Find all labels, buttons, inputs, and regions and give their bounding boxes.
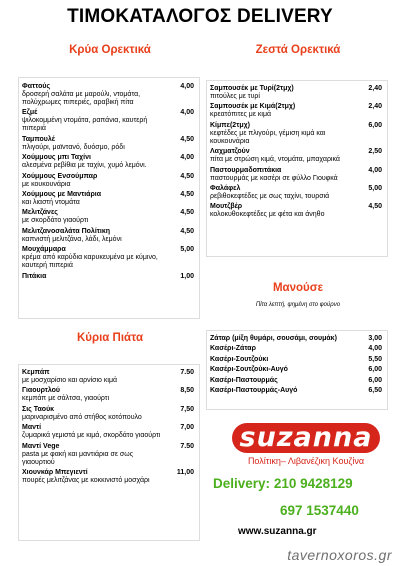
menu-item-description: πίτα με στρώση κιμά, ντομάτα, μπαχαρικά	[210, 156, 340, 164]
menu-item-description: μαριναρισμένο από στήθος κοτόπουλο	[22, 413, 142, 421]
menu-item-description: πουρές μελιτζάνας με κοκκινιστό μοσχάρι	[22, 476, 150, 484]
menu-item-description: πιτούλες με τυρί	[210, 93, 260, 100]
menu-item-price: 5,00	[180, 246, 194, 254]
menu-item-price: 4,50	[180, 135, 194, 143]
menu-item-name: Μελιτζανοσαλάτα Πολίτικη	[22, 227, 111, 235]
menu-item	[22, 273, 194, 281]
menu-item	[210, 103, 382, 119]
menu-item-price: 4,50	[180, 227, 194, 235]
menu-item-price: 11,00	[176, 468, 194, 476]
menu-item-description: με σκορδάτο γιαούρτι	[22, 217, 89, 225]
menu-item-price: 8,50	[180, 387, 194, 395]
menu-item-name: Ζάταρ (μίξη θυμάρι, σουσάμι, σουμάκ)	[210, 335, 337, 342]
menu-item-name: Μουχάμμαρα	[22, 246, 66, 254]
menu-item-name: Φαττούς	[22, 83, 51, 90]
menu-item-description: με μοσχαρίσιο και αρνίσιο κιμά	[22, 377, 118, 384]
cold-appetizers-list	[22, 83, 194, 283]
menu-item-price: 4,00	[368, 166, 382, 174]
menu-item-price: 4,00	[180, 154, 194, 162]
menu-item-name: Κεμπάπ	[22, 369, 50, 376]
menu-item-name: Εζμέ	[22, 109, 38, 117]
menu-item-name: Μαντί Vege	[22, 442, 60, 450]
menu-item	[22, 406, 194, 422]
page-title: ΤΙΜΟΚΑΤΑΛΟΓΟΣ DELIVERY	[67, 6, 333, 27]
menu-item	[210, 167, 382, 183]
menu-item	[210, 366, 382, 374]
menu-item-price: 4,00	[368, 345, 382, 353]
menu-item-price: 3,00	[368, 335, 382, 342]
menu-item	[210, 148, 382, 164]
manouse-note: Πίτα λεπτή, ψημένη στο φούρνο	[255, 302, 341, 308]
menu-item-price: 7.50	[180, 442, 194, 450]
manouse-list	[210, 335, 382, 397]
menu-item-name: Χούμμους με Μαντιάρια	[22, 190, 102, 198]
menu-item	[210, 335, 382, 343]
menu-item-name: Κασέρι-Ζάταρ	[210, 345, 256, 353]
menu-item-price: 4,50	[180, 172, 194, 180]
menu-item	[22, 173, 194, 189]
menu-item-name: Σις Ταούκ	[22, 405, 55, 413]
menu-item-description: κολοκυθοκεφτέδες με φέτα και άνηθο	[210, 211, 325, 219]
watermark: tavernoxoros.gr	[287, 547, 392, 563]
menu-item-description: αλεσμένα ρεβίθια με ταχίνι, χυμό λεμόνι.	[22, 162, 147, 170]
menu-item	[22, 469, 194, 485]
menu-item-price: 7,00	[180, 424, 194, 432]
menu-item	[22, 83, 194, 107]
menu-item-name: Πιτάκια	[22, 272, 47, 280]
suzanna-logo: suzanna	[232, 423, 380, 453]
menu-item-name: Κίμπε(2τμχ)	[210, 121, 250, 129]
website: www.suzanna.gr	[238, 526, 317, 537]
menu-item	[22, 246, 194, 270]
menu-item-price: 7.50	[180, 369, 194, 376]
menu-item	[210, 356, 382, 364]
menu-item-price: 6,50	[368, 386, 382, 394]
menu-item-description: πλιγούρι, μαϊντανό, δυόσμο, ρόδι	[22, 143, 125, 151]
menu-item-price: 4,50	[180, 190, 194, 198]
menu-item	[210, 387, 382, 395]
menu-item-description: με κουκουνάρια	[22, 180, 71, 188]
menu-item-description: pasta με φακή και μαντιάρια σε σως γιαουρτιού	[22, 450, 134, 466]
menu-item-name: Μελιτζάνες	[22, 209, 58, 217]
menu-item	[210, 345, 382, 353]
menu-item-name: Σαμπουσέκ με Τυρί(2τμχ)	[210, 85, 294, 92]
menu-item	[22, 443, 194, 467]
hot-appetizers-list	[210, 85, 382, 222]
menu-item	[22, 424, 194, 440]
menu-item-description: καπνιστή μελιτζάνα, λάδι, λεμόνι	[22, 235, 122, 243]
phone-number-1: 210 9428129	[273, 476, 353, 491]
menu-item	[22, 191, 194, 207]
menu-item-price: 4,50	[368, 203, 382, 211]
menu-item-price: 6,00	[368, 376, 382, 384]
menu-item-description: παστουρμάς με κασέρι σε φύλλο Γιουφκά	[210, 174, 338, 182]
manouse-title: Μανούσε	[272, 282, 324, 294]
menu-item	[210, 85, 382, 101]
menu-item-name: Σαμπουσέκ με Κιμά(2τμχ)	[210, 103, 296, 111]
menu-item	[22, 387, 194, 403]
menu-item-description: δροσερή σαλάτα με μαρούλι, ντομάτα, πολύχρωμες πιπεριές, αραβική πίτα	[22, 91, 141, 106]
menu-item-name: Κασέρι-Παστουρμάς	[210, 376, 278, 384]
menu-item-price: 6,00	[368, 366, 382, 374]
menu-item-price: 4,00	[180, 109, 194, 117]
menu-item-name: Χούμμους μπι Ταχίνι	[22, 154, 91, 162]
menu-item	[210, 122, 382, 146]
menu-item-price: 4,00	[180, 83, 194, 90]
menu-item-price: 7,50	[180, 405, 194, 413]
menu-item	[210, 377, 382, 385]
menu-item-price: 5,50	[368, 355, 382, 363]
menu-item-name: Λαχματζούν	[210, 148, 250, 156]
menu-item	[22, 228, 194, 244]
menu-item-name: Κασέρι-Σουτζούκι	[210, 355, 269, 363]
menu-item	[22, 369, 194, 385]
menu-item-name: Γιαουρτλού	[22, 387, 60, 395]
main-dishes-list	[22, 369, 194, 487]
menu-item-name: Ταμπουλέ	[22, 135, 55, 143]
menu-item-price: 2,50	[368, 148, 382, 156]
menu-item-description: κεμπάπ με σάλτσα, γιαούρτι	[22, 395, 110, 403]
menu-item	[22, 154, 194, 170]
menu-item-price: 4,50	[180, 209, 194, 217]
menu-item-description: και λιαστή ντομάτα	[22, 198, 80, 206]
menu-item-name: Κασέρι-Παστουρμάς-Αυγό	[210, 386, 298, 394]
menu-item-name: Μαντί	[22, 424, 42, 432]
menu-item-name: Κασέρι-Σουτζούκι-Αυγό	[210, 366, 288, 374]
menu-item-price: 2,40	[368, 85, 382, 92]
menu-item-price: 1,00	[180, 272, 194, 280]
menu-item-description: ζυμαρικά γεμιστά με κιμά, σκορδάτο γιαούρτι	[22, 432, 161, 440]
menu-item-description: κρεατόπιτες με κιμά	[210, 111, 272, 119]
menu-item-name: Μουτζβέρ	[210, 203, 243, 211]
menu-item-description: κεφτέδες με πλιγούρι, γέμιση κιμά και κουκουνάρια	[210, 129, 326, 145]
cold-appetizers-title: Κρύα Ορεκτικά	[69, 44, 151, 56]
menu-item	[22, 136, 194, 152]
menu-item	[22, 209, 194, 225]
menu-item-price: 6,00	[368, 121, 382, 129]
menu-item-description: κρέμα από καρύδια καρυκευμένα με κύμινο, καυτερή πιπεριά	[22, 254, 158, 270]
menu-item-name: Χιουνκάρ Μπεγιεντί	[22, 468, 88, 476]
menu-item	[22, 109, 194, 133]
main-dishes-title: Κύρια Πιάτα	[76, 332, 144, 344]
menu-item-description: ψιλοκομμένη ντομάτα, ραπάνια, καυτερή πιπεριά	[22, 117, 148, 133]
menu-item	[210, 203, 382, 219]
menu-item-name: Παστουρμαδοπιτάκια	[210, 166, 282, 174]
tagline: Πολίτικη– Λιβανέζικη Κουζίνα	[247, 456, 365, 466]
menu-item-name: Φαλάφελ	[210, 184, 241, 192]
delivery-phone-2	[280, 503, 359, 518]
phone-number-2: 697 1537440	[280, 503, 359, 518]
delivery-label: Delivery:	[213, 476, 271, 491]
menu-item-description: ρεβιθοκεφτέδες με σως ταχίνι, τουρσιά	[210, 192, 330, 200]
menu-item-price: 2,40	[368, 103, 382, 111]
menu-item-price: 5,00	[368, 184, 382, 192]
delivery-phone-1	[213, 476, 353, 491]
menu-item-name: Χούμμους Ενσούμπαρ	[22, 172, 98, 180]
menu-item	[210, 185, 382, 201]
hot-appetizers-title: Ζεστά Ορεκτικά	[255, 44, 341, 56]
